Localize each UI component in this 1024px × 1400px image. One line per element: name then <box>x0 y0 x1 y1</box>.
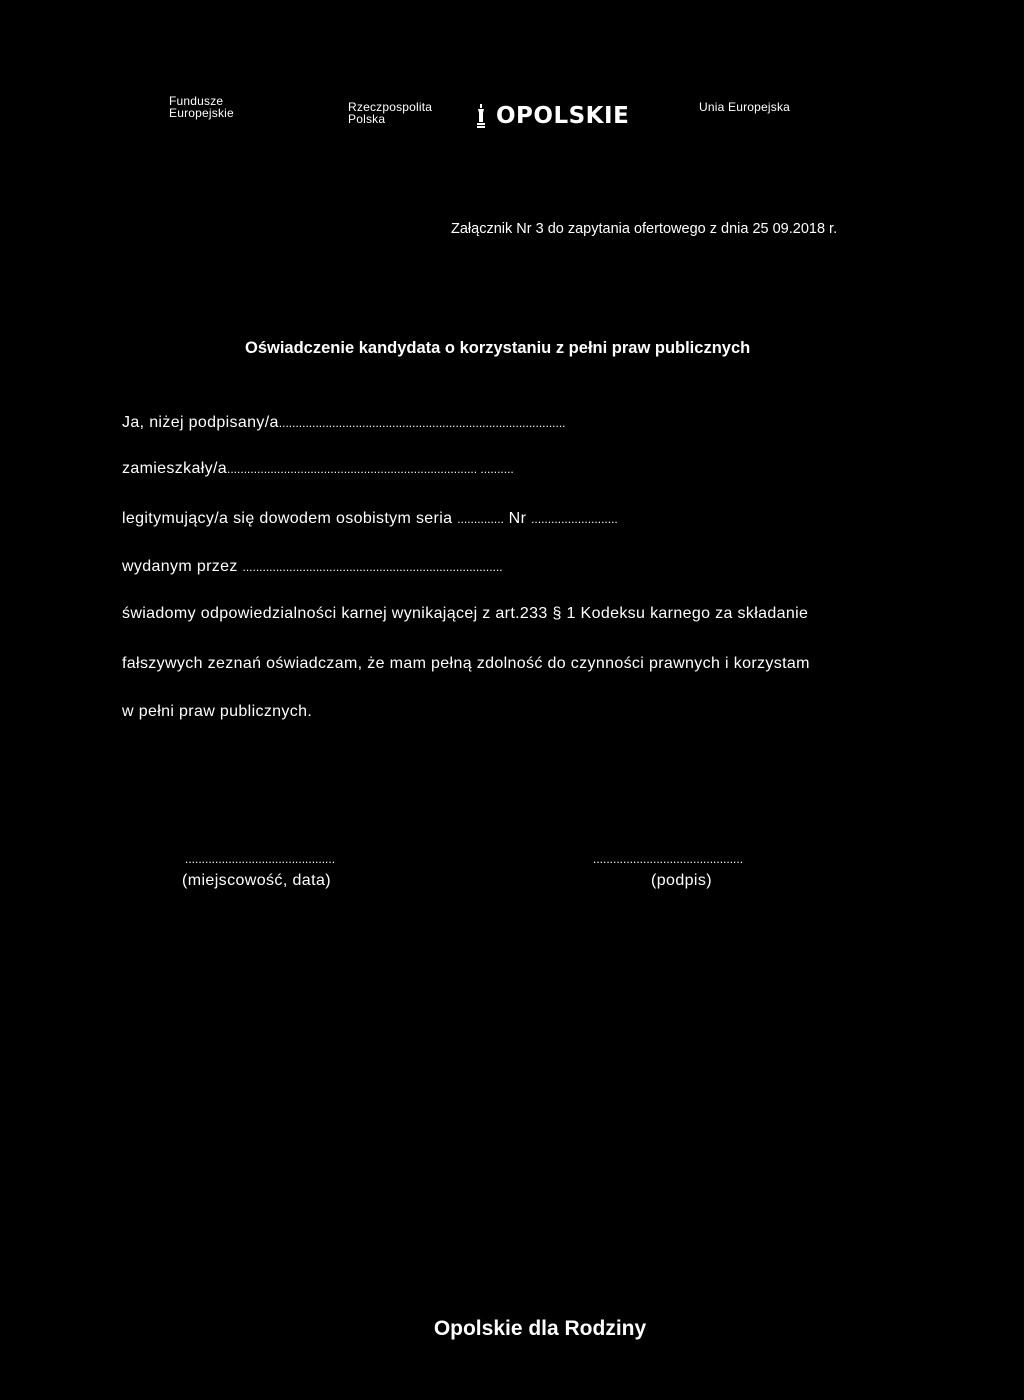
field-id-document <box>122 510 618 528</box>
logo-text-line: Fundusze <box>169 94 224 108</box>
logo-rzeczpospolita-polska <box>348 101 432 125</box>
field-residence <box>122 460 514 478</box>
statement-line-3: w pełni praw publicznych. <box>122 703 313 720</box>
logo-unia-europejska <box>699 101 790 113</box>
logo-opolskie <box>476 103 629 129</box>
field-label: wydanym przez <box>122 558 238 575</box>
tower-icon <box>476 104 486 128</box>
signature-dots-signature: ............................................. <box>593 852 744 866</box>
logo-fundusze-europejskie <box>169 95 234 119</box>
fill-dots: .............................................................................. <box>242 560 503 574</box>
field-signed-name <box>122 414 566 432</box>
fill-dots: ........................................................................... .......... <box>227 462 514 476</box>
field-label: legitymujący/a się dowodem osobistym seria <box>122 510 453 527</box>
field-label: zamieszkały/a <box>122 460 228 477</box>
statement-line-2: fałszywych zeznań oświadczam, że mam pełną zdolność do czynności prawnych i korzystam <box>122 655 810 672</box>
footer-slogan: Opolskie dla Rodziny <box>433 1317 647 1340</box>
fill-dots: ...................................................................................... <box>278 416 566 430</box>
field-label: Nr <box>508 510 527 527</box>
signature-dots-place-date: ............................................. <box>185 852 336 866</box>
logo-text-line: Polska <box>348 112 386 126</box>
fill-dots: .............. <box>457 512 504 526</box>
logo-opolskie-text: OPOLSKIE <box>496 103 630 129</box>
fill-dots: .......................... <box>531 512 618 526</box>
logo-text-line: Rzeczpospolita <box>348 100 433 114</box>
logo-text-line: Unia Europejska <box>699 100 791 114</box>
field-label: Ja, niżej podpisany/a <box>122 414 279 431</box>
logo-text-line: Europejskie <box>169 106 234 120</box>
signature-label-place-date: (miejscowość, data) <box>182 872 331 889</box>
document-title: Oświadczenie kandydata o korzystaniu z pełni praw publicznych <box>245 339 751 357</box>
statement-line-1: świadomy odpowiedzialności karnej wynikającej z art.233 § 1 Kodeksu karnego za składanie <box>122 605 809 622</box>
signature-label-signature: (podpis) <box>651 872 713 889</box>
field-issued-by <box>122 558 503 576</box>
annex-reference: Załącznik Nr 3 do zapytania ofertowego z dnia 25 09.2018 r. <box>451 221 838 237</box>
